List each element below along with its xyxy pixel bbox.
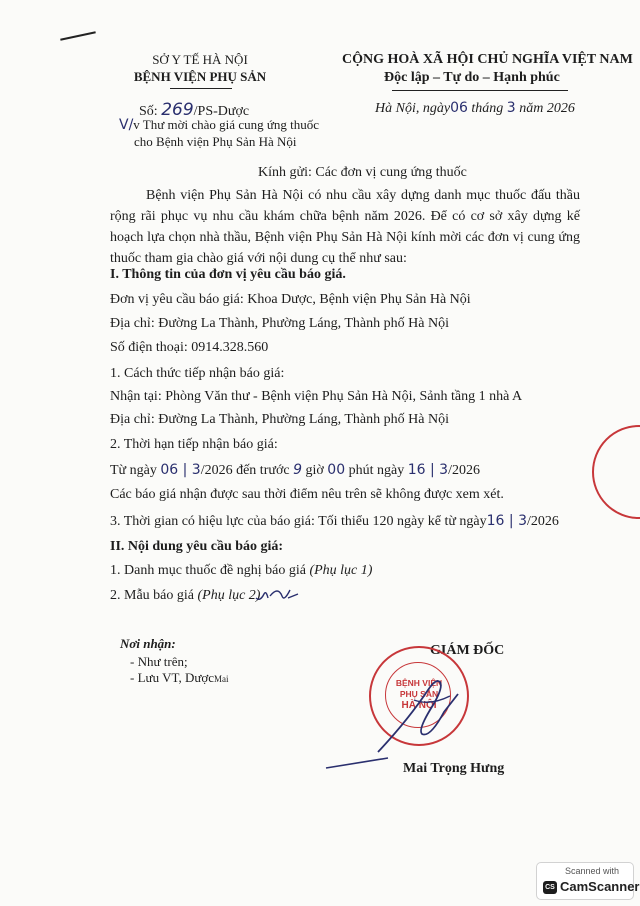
camscanner-logo-icon: CS bbox=[543, 881, 557, 894]
recipient-2-text: - Lưu VT, Dược bbox=[130, 670, 215, 685]
hospital-name: BỆNH VIỆN PHỤ SẢN bbox=[133, 69, 267, 84]
doc-number-handwritten: 269 bbox=[161, 100, 194, 120]
subject-line-2: cho Bệnh viện Phụ Sản Hà Nội bbox=[134, 134, 297, 149]
national-title: CỘNG HOÀ XÃ HỘI CHỦ NGHĨA VIỆT NAM bbox=[342, 52, 633, 67]
requesting-address: Địa chỉ: Đường La Thành, Phường Láng, Thành phố Hà Nội bbox=[110, 316, 449, 331]
recipient-2-sub: Mai bbox=[214, 674, 229, 684]
deadline-hour-label: giờ bbox=[305, 463, 324, 478]
greeting: Kính gửi: Các đơn vị cung ứng thuốc bbox=[258, 165, 467, 180]
deadline-line bbox=[110, 462, 480, 479]
national-motto: Độc lập – Tự do – Hạnh phúc bbox=[384, 70, 560, 85]
doc-number-suffix: /PS-Dược bbox=[193, 104, 250, 119]
stamp-line-3: HÀ NỘI bbox=[401, 700, 437, 711]
subject-mark: V/ bbox=[119, 117, 134, 133]
section2-item1-note: (Phụ lục 1) bbox=[309, 563, 373, 578]
receive-location: Nhận tại: Phòng Văn thư - Bệnh viện Phụ Sản Hà Nội, Sảnh tầng 1 nhà A bbox=[110, 389, 523, 404]
requesting-unit: Đơn vị yêu cầu báo giá: Khoa Dược, Bệnh viện Phụ Sản Hà Nội bbox=[110, 292, 471, 307]
section1-title: I. Thông tin của đơn vị yêu cầu báo giá. bbox=[110, 267, 346, 282]
section2-item1 bbox=[110, 563, 372, 579]
validity-date: 16 | 3 bbox=[486, 513, 527, 529]
agency-name: SỞ Y TẾ HÀ NỘI bbox=[152, 52, 248, 67]
section2-item2-note: (Phụ lục 2) bbox=[197, 588, 261, 603]
stamp-line-2: PHỤ SẢN bbox=[399, 689, 439, 699]
section2-item1-text: 1. Danh mục thuốc đề nghị báo giá bbox=[110, 563, 306, 578]
hospital-name-underline bbox=[170, 88, 232, 89]
watermark-brand: CamScanner bbox=[560, 879, 640, 894]
camscanner-watermark bbox=[536, 862, 640, 900]
doc-number-prefix: Số: bbox=[139, 104, 158, 119]
deadline-from-label: Từ ngày bbox=[110, 463, 157, 478]
date-year: năm 2026 bbox=[519, 101, 575, 116]
signature-title: GIÁM ĐỐC bbox=[430, 643, 505, 658]
validity-text: 3. Thời gian có hiệu lực của báo giá: Tối thiểu 120 ngày kể từ ngày bbox=[110, 514, 487, 529]
section2-item2-text: 2. Mẫu báo giá bbox=[110, 588, 194, 603]
deadline-hour: 9 bbox=[293, 462, 302, 478]
subject-line-1 bbox=[119, 117, 319, 133]
deadline-from-date: 06 | 3 bbox=[160, 462, 201, 478]
issue-date bbox=[375, 100, 575, 117]
recipient-2 bbox=[130, 670, 229, 686]
deadline-minute-label: phút ngày bbox=[348, 463, 405, 478]
receive-address: Địa chỉ: Đường La Thành, Phường Láng, Thành phố Hà Nội bbox=[110, 412, 449, 427]
recipient-1: - Như trên; bbox=[130, 654, 188, 669]
date-day: 06 bbox=[450, 100, 468, 116]
pen-stroke bbox=[60, 31, 96, 40]
section2-item2 bbox=[110, 588, 260, 604]
stamp-line-1: BỆNH VIỆN bbox=[395, 678, 443, 688]
date-month-label: tháng bbox=[471, 101, 504, 116]
validity-year: /2026 bbox=[526, 514, 559, 529]
late-note: Các báo giá nhận được sau thời điểm nêu trên sẽ không được xem xét. bbox=[110, 487, 504, 502]
intro-paragraph: Bệnh viện Phụ Sản Hà Nội có nhu cầu xây dựng danh mục thuốc đấu thầu rộng rãi phục vụ nhu cầu khám chữa bệnh năm 2026. Để có cơ sở xây dựng kế hoạch lựa chọn nhà thầu, Bệnh viện Phụ Sản Hà Nội kính mời các đơn vị cung ứng thuốc tham gia chào giá với nội dung cụ thể như sau: bbox=[110, 188, 580, 266]
receive-method-title: 1. Cách thức tiếp nhận báo giá: bbox=[110, 366, 285, 381]
section2-title: II. Nội dung yêu cầu báo giá: bbox=[110, 539, 284, 554]
deadline-to-year: /2026 bbox=[448, 463, 480, 478]
motto-underline bbox=[392, 90, 568, 91]
recipients-title: Nơi nhận: bbox=[120, 636, 176, 651]
deadline-to-date: 16 | 3 bbox=[407, 462, 449, 478]
requesting-phone: Số điện thoại: 0914.328.560 bbox=[110, 340, 269, 355]
side-stamp bbox=[592, 425, 640, 519]
date-place: Hà Nội, ngày bbox=[375, 101, 451, 116]
validity-line bbox=[110, 513, 559, 530]
date-month: 3 bbox=[506, 100, 516, 116]
initials-mark bbox=[254, 584, 300, 606]
deadline-minute: 00 bbox=[327, 462, 346, 478]
deadline-title: 2. Thời hạn tiếp nhận báo giá: bbox=[110, 437, 278, 452]
deadline-from-year: /2026 đến trước bbox=[200, 463, 290, 478]
watermark-caption: Scanned with bbox=[565, 866, 620, 876]
signer-name: Mai Trọng Hưng bbox=[403, 761, 505, 776]
subject-text-1: v Thư mời chào giá cung ứng thuốc bbox=[133, 117, 320, 132]
